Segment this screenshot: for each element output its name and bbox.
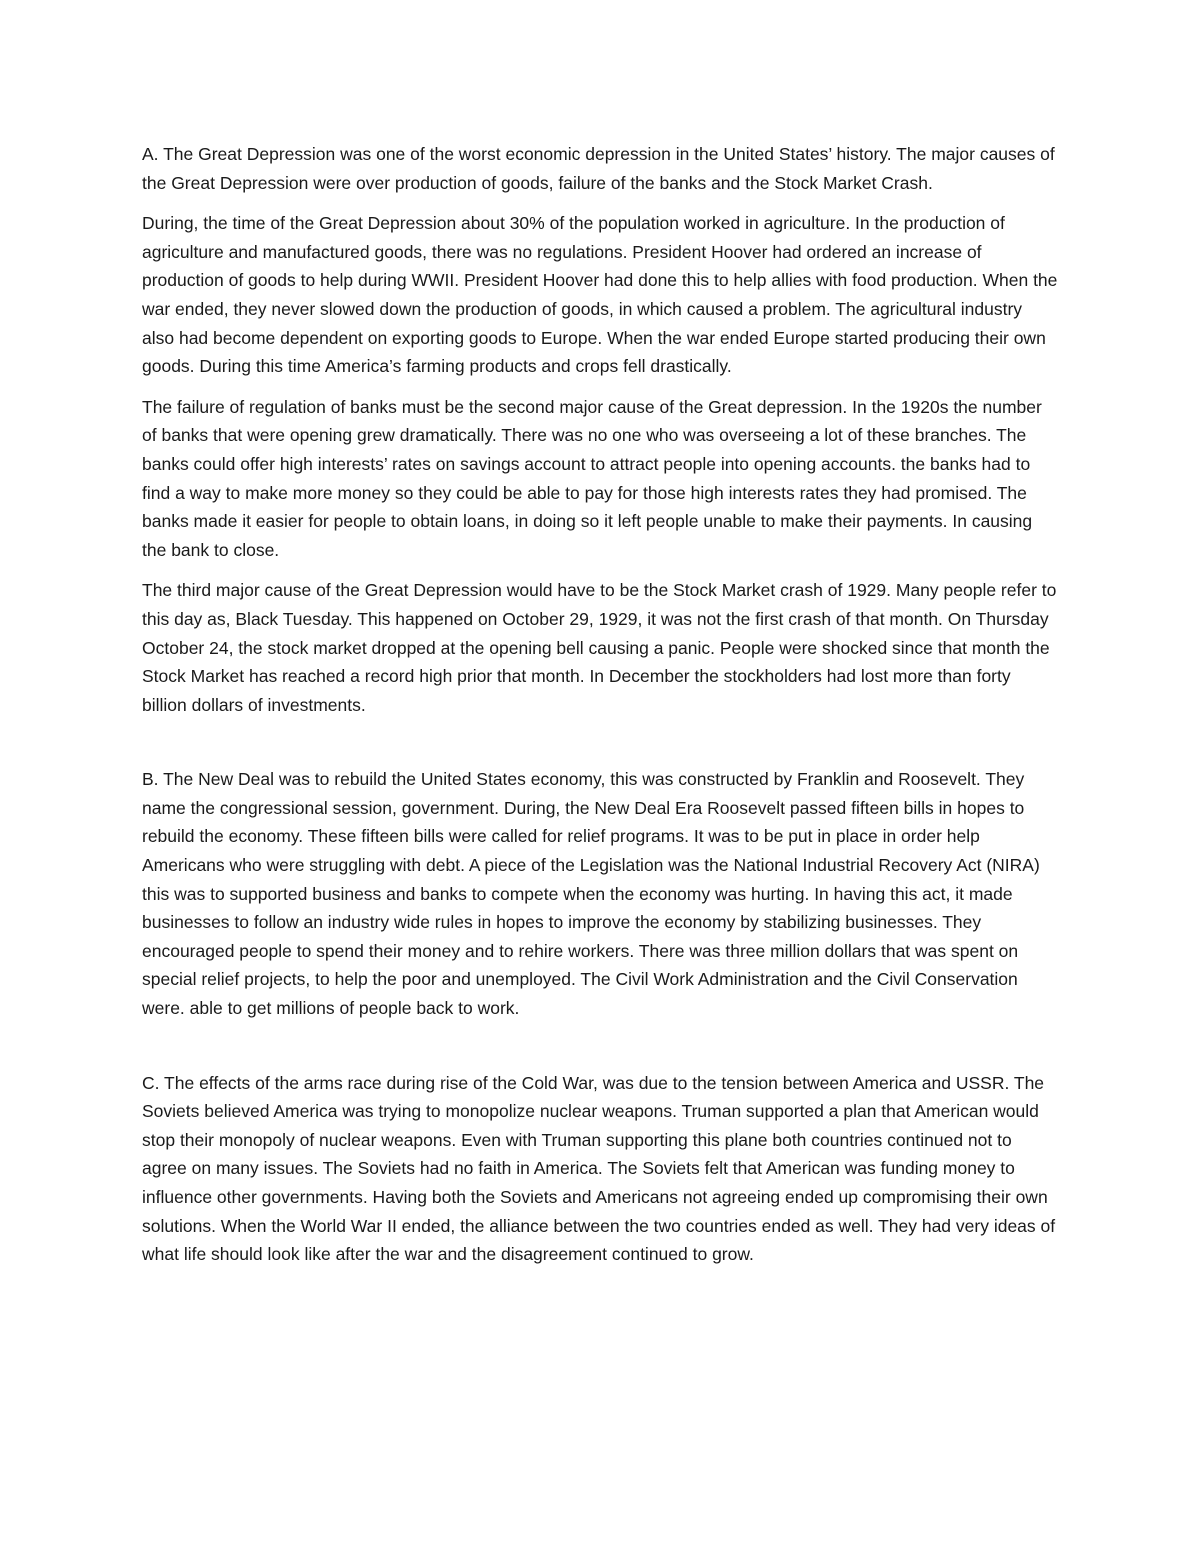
- paragraph-bank-failure: The failure of regulation of banks must be the second major cause of the Great depression. In the 1920s the number of banks that were opening grew dramatically. There was no one who was overseeing a lot of these branches. The banks could offer high interests’ rates on savings account to attract people into opening accounts. the banks had to find a way to make more money so they could be able to pay for those high interests rates they had promised. The banks made it easier for people to obtain loans, in doing so it left people unable to make their payments. In causing the bank to close.: [142, 396, 1042, 560]
- paragraph-stock-market-crash: The third major cause of the Great Depression would have to be the Stock Market crash of 1929. Many people refer to this day as, Black Tuesday. This happened on October 29, 1929, it was not the first crash of that month. On Thursday October 24, the stock market dropped at the opening bell causing a panic. People were shocked since that month the Stock Market has reached a record high prior that month. In December the stockholders had lost more than forty billion dollars of investments.: [142, 580, 1057, 715]
- document-body: [142, 140, 1058, 1281]
- paragraph-a-intro: A. The Great Depression was one of the worst economic depression in the United States’ history. The major causes of the Great Depression were over production of goods, failure of the banks and the Stock Market Crash.: [142, 144, 1055, 193]
- paragraph-c-cold-war: C. The effects of the arms race during rise of the Cold War, was due to the tension between America and USSR. The Soviets believed America was trying to monopolize nuclear weapons. Truman supported a plan that American would stop their monopoly of nuclear weapons. Even with Truman supporting this plane both countries continued not to agree on many issues. The Soviets had no faith in America. The Soviets felt that American was funding money to influence other governments. Having both the Soviets and Americans not agreeing ended up compromising their own solutions. When the World War II ended, the alliance between the two countries ended as well. They had very ideas of what life should look like after the war and the disagreement continued to grow.: [142, 1072, 1056, 1265]
- paragraph-b-new-deal: B. The New Deal was to rebuild the United States economy, this was constructed by Franklin and Roosevelt. They name the congressional session, government. During, the New Deal Era Roosevelt passed fifteen bills in hopes to rebuild the economy. These fifteen bills were called for relief programs. It was to be put in place in order help Americans who were struggling with debt. A piece of the Legislation was the National Industrial Recovery Act (NIRA) this was to supported business and banks to compete when the economy was hurting. In having this act, it made businesses to follow an industry wide rules in hopes to improve the economy by stabilizing businesses. They encouraged people to spend their money and to rehire workers. There was three million dollars that was spent on special relief projects, to help the poor and unemployed. The Civil Work Administration and the Civil Conservation were. able to get millions of people back to work.: [142, 769, 1040, 1019]
- paragraph-overproduction: During, the time of the Great Depression about 30% of the population worked in agriculture. In the production of agriculture and manufactured goods, there was no regulations. President Hoover had ordered an increase of production of goods to help during WWII. President Hoover had done this to help allies with food production. When the war ended, they never slowed down the production of goods, in which caused a problem. The agricultural industry also had become dependent on exporting goods to Europe. When the war ended Europe started producing their own goods. During this time America’s farming products and crops fell drastically.: [142, 213, 1058, 377]
